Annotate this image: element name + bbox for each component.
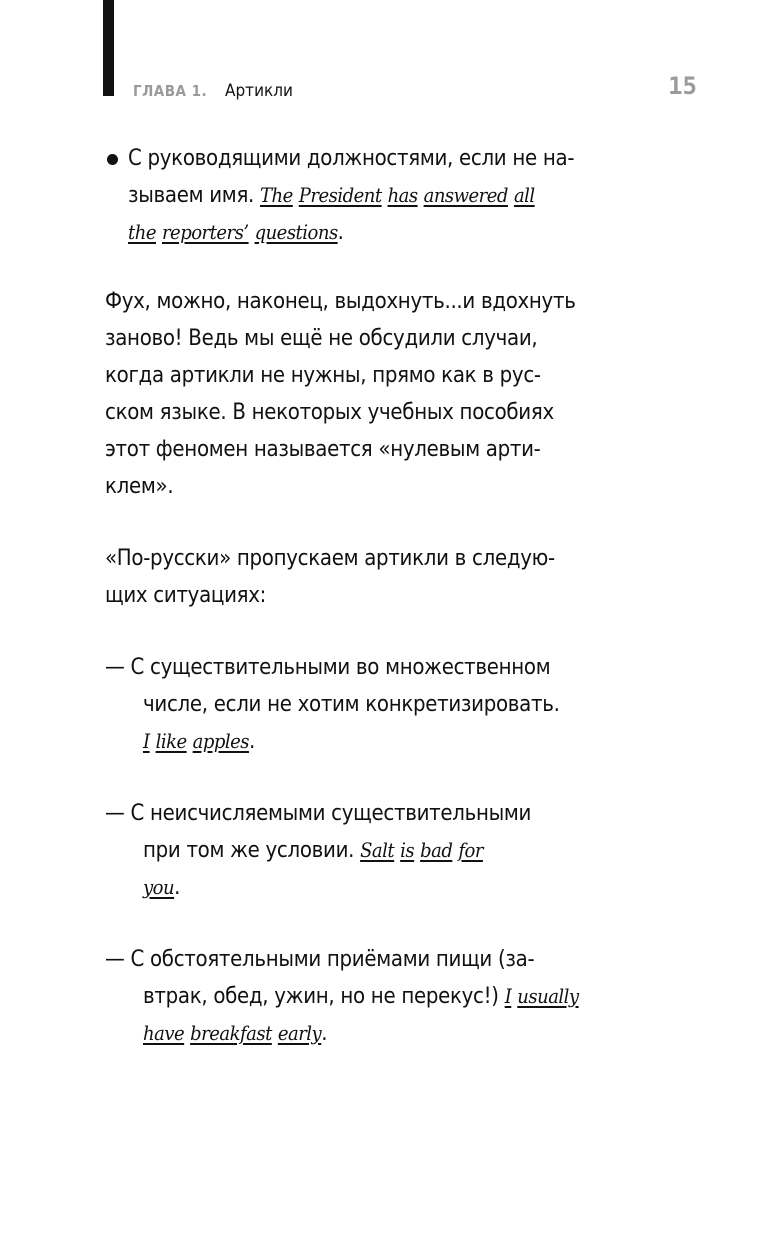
dash-item-uncountable — [105, 795, 645, 906]
example-word: I — [504, 984, 512, 1008]
paragraph-line: когда артикли не нужны, прямо как в рус- — [105, 363, 541, 388]
paragraph-line: клем». — [105, 474, 174, 499]
example-word: all — [513, 183, 535, 207]
paragraph-1 — [105, 283, 645, 505]
sentence-period: . — [337, 220, 344, 245]
dash-item-line-2-text: втрак, обед, ужин, но не перекус!) — [143, 984, 505, 1009]
paragraph-line: «По-русски» пропускаем артикли в следую- — [105, 546, 555, 571]
dash-item-line-2-text: при том же условии. — [143, 838, 361, 863]
paragraph-2 — [105, 540, 645, 614]
dash-item-meals — [105, 941, 645, 1052]
bullet-icon — [107, 154, 118, 165]
example-word: apples — [192, 729, 249, 753]
example-word: reporters’ — [161, 220, 249, 244]
example-word: Salt — [360, 838, 395, 862]
example-word: early — [277, 1021, 322, 1045]
margin-bar — [103, 0, 114, 96]
dash-item-line-1: — С обстоятельными приёмами пищи (за- — [105, 947, 535, 972]
paragraph-line: этот феномен называется «нулевым арти- — [105, 437, 541, 462]
example-word: President — [298, 183, 382, 207]
dash-item-line-1: — С неисчисляемыми существительными — [105, 801, 532, 826]
bullet-item — [105, 140, 645, 251]
example-word: like — [155, 729, 187, 753]
page-body — [105, 140, 645, 1052]
running-header — [133, 72, 703, 104]
example-word: The — [260, 183, 293, 207]
example-word: answered — [423, 183, 508, 207]
sentence-period: . — [249, 729, 255, 754]
example-word: for — [458, 838, 483, 862]
example-word: has — [387, 183, 418, 207]
sentence-period: . — [174, 875, 181, 900]
paragraph-line: ском языке. В некоторых учебных пособиях — [105, 400, 554, 425]
dash-item-line-2: числе, если не хотим конкретизировать. — [143, 692, 560, 717]
example-word: questions — [254, 220, 338, 244]
chapter-title: Артикли — [225, 81, 293, 101]
example-word: have — [143, 1021, 185, 1045]
bullet-line-2-text: зываем имя. — [128, 183, 261, 208]
example-word: bad — [420, 838, 453, 862]
example-word: I — [143, 729, 150, 753]
dash-item-plural — [105, 649, 645, 760]
example-word: the — [128, 220, 156, 244]
paragraph-line: заново! Ведь мы ещё не обсудили случаи, — [105, 326, 538, 351]
example-word: you — [143, 875, 175, 899]
paragraph-line: Фух, можно, наконец, выдохнуть...и вдохнуть — [105, 289, 576, 314]
example-word: breakfast — [190, 1021, 272, 1045]
example-word: is — [400, 838, 415, 862]
dash-item-line-1: — С существительными во множественном — [105, 655, 551, 680]
sentence-period: . — [321, 1021, 328, 1046]
example-word: usually — [517, 984, 579, 1008]
chapter-label: ГЛАВА 1. — [133, 82, 208, 100]
bullet-line-1: С руководящими должностями, если не на- — [128, 146, 575, 171]
page-number: 15 — [668, 72, 697, 100]
paragraph-line: щих ситуациях: — [105, 583, 267, 608]
